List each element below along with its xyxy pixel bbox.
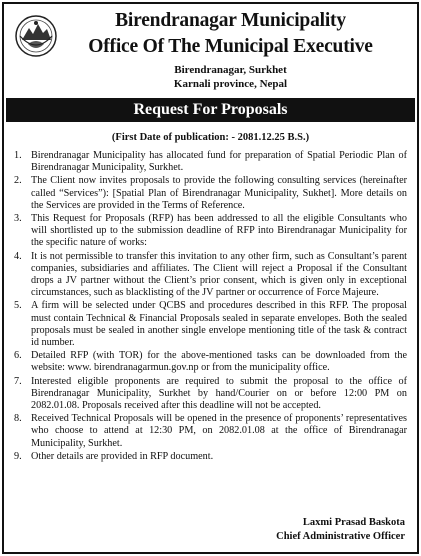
item-number: 1. xyxy=(14,150,22,161)
publication-date: (First Date of publication: - 2081.12.25 B.S.) xyxy=(111,132,310,143)
item-text: It is not permissible to transfer this invitation to any other firm, such as Consultant’s parent companies, subsidiaries and affiliates. The Client will reject a Proposal if the Consultant drops a JV partner without the Client’s prior consent, which is given only in exceptional circumstances, such as blacklisting of the JV partner or occurrence of Force Majeure. xyxy=(31,250,407,299)
item-number: 8. xyxy=(14,413,22,425)
item-number: 3. xyxy=(14,213,22,225)
notice-frame xyxy=(2,2,419,554)
list-item xyxy=(14,451,407,463)
item-text: Received Technical Proposals will be opened in the presence of proponents’ representatives who choose to attend at 12:30 PM, on 2082.01.08 at the office of Birendranagar Municipality, Surkhet. xyxy=(31,413,407,449)
list-item xyxy=(14,350,407,374)
rfp-banner: Request For Proposals xyxy=(6,98,415,122)
item-text: A firm will be selected under QCBS and procedures described in this RFP. The proposal must contain Technical & Financial Proposals sealed in separate envelopes. Both the sealed proposals must be sealed in another single envelope mentioning title of the task & contract id number. xyxy=(31,300,407,349)
notice-items-list xyxy=(14,150,407,464)
list-item xyxy=(14,213,407,250)
item-number: 2. xyxy=(14,175,22,187)
item-number: 9. xyxy=(14,450,22,462)
list-item xyxy=(14,150,407,174)
item-text: Detailed RFP (with TOR) for the above-mentioned tasks can be downloaded from the website: www. birendranagarmun.gov.np or from the municipality office. xyxy=(31,350,407,374)
header-address-line1: Birendranagar, Surkhet xyxy=(174,64,287,76)
item-text: This Request for Proposals (RFP) has been addressed to all the eligible Consultants who will shortlisted up to the submission deadline of RFP into Birendranagar Municipality for the specific nature of works: xyxy=(31,213,407,249)
item-number: 7. xyxy=(14,375,22,387)
item-text: Other details are provided in RFP document. xyxy=(31,450,214,462)
item-number: 4. xyxy=(14,250,22,262)
header-title-line1: Birendranagar Municipality xyxy=(115,10,346,31)
item-text: Birendranagar Municipality has allocated fund for preparation of Spatial Periodic Plan of Birendranagar Municipality, Surkhet. xyxy=(31,150,407,174)
item-text: The Client now invites proposals to provide the following consulting services (hereinafter called “Services”): [Spatial Plan of Birendranagar Municipality, Sukhet]. More details on the Services are provided in the Terms of Reference. xyxy=(31,175,407,211)
list-item xyxy=(14,413,407,450)
signatory-title: Chief Administrative Officer xyxy=(276,531,405,542)
list-item xyxy=(14,376,407,413)
item-number: 5. xyxy=(14,300,22,312)
item-text: Interested eligible proponents are required to submit the proposal to the office of Birendranagar Municipality, Surkhet by hand/Courier on or before 12:00 PM on 2082.01.08. Proposals received after this deadline will not be accepted. xyxy=(31,375,407,412)
item-number: 6. xyxy=(14,350,22,362)
signatory-name: Laxmi Prasad Baskota xyxy=(302,517,405,528)
list-item xyxy=(14,300,407,349)
notice-header xyxy=(4,4,417,98)
list-item xyxy=(14,251,407,300)
list-item xyxy=(14,175,407,212)
header-address-line2: Karnali province, Nepal xyxy=(173,78,288,90)
header-title-line2: Office Of The Municipal Executive xyxy=(88,36,373,57)
